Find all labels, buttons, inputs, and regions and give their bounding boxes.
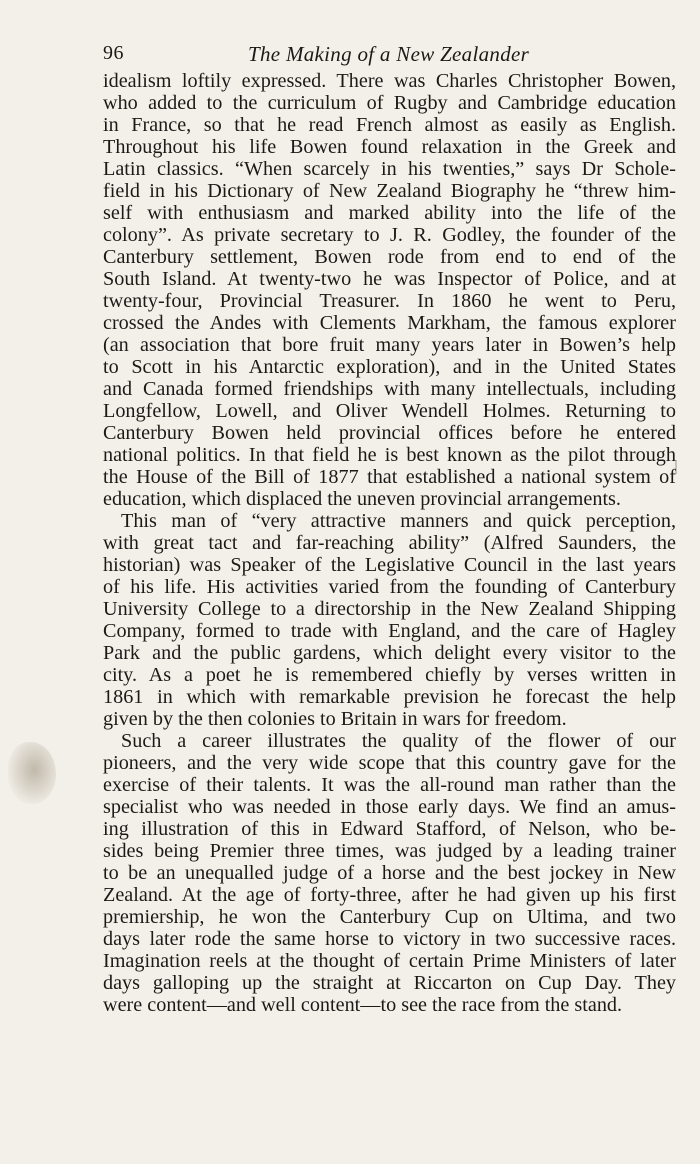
text-line: with great tact and far-reaching ability” (Alfred Saunders, the [103, 532, 676, 554]
text-line: Throughout his life Bowen found relaxation in the Greek and [103, 136, 676, 158]
text-line: University College to a directorship in the New Zealand Shipping [103, 598, 676, 620]
page-number: 96 [103, 42, 124, 64]
text-line: idealism loftily expressed. There was Charles Christopher Bowen, [103, 70, 676, 92]
running-head [103, 42, 676, 72]
body-text [103, 70, 676, 1016]
text-line: sides being Premier three times, was judged by a leading trainer [103, 840, 676, 862]
text-line: Imagination reels at the thought of certain Prime Ministers of later [103, 950, 676, 972]
text-line: who added to the curriculum of Rugby and Cambridge education [103, 92, 676, 114]
text-line: education, which displaced the uneven provincial arrangements. [103, 488, 621, 510]
text-line: in France, so that he read French almost as easily as English. [103, 114, 676, 136]
paragraph-start: This man of “very attractive manners and quick perception, [121, 510, 676, 532]
text-line: Longfellow, Lowell, and Oliver Wendell Holmes. Returning to [103, 400, 676, 422]
text-line: Canterbury Bowen held provincial offices before he entered [103, 422, 676, 444]
text-line: given by the then colonies to Britain in wars for freedom. [103, 708, 567, 730]
text-line: specialist who was needed in those early days. We find an amus- [103, 796, 676, 818]
text-line: of his life. His activities varied from the founding of Canterbury [103, 576, 676, 598]
text-line: 1861 in which with remarkable prevision he forecast the help [103, 686, 676, 708]
text-line: Company, formed to trade with England, and the care of Hagley [103, 620, 676, 642]
text-line: self with enthusiasm and marked ability into the life of the [103, 202, 676, 224]
text-line: Park and the public gardens, which delight every visitor to the [103, 642, 676, 664]
text-line: the House of the Bill of 1877 that established a national system of [103, 466, 676, 488]
text-line: pioneers, and the very wide scope that this country gave for the [103, 752, 676, 774]
text-line: historian) was Speaker of the Legislative Council in the last years [103, 554, 676, 576]
text-line: to be an unequalled judge of a horse and the best jockey in New [103, 862, 676, 884]
text-line: days later rode the same horse to victory in two successive races. [103, 928, 676, 950]
paragraph-start: Such a career illustrates the quality of the flower of our [121, 730, 676, 752]
text-line: and Canada formed friendships with many intellectuals, including [103, 378, 676, 400]
text-line: exercise of their talents. It was the all-round man rather than the [103, 774, 676, 796]
text-line: Canterbury settlement, Bowen rode from end to end of the [103, 246, 676, 268]
text-line: premiership, he won the Canterbury Cup on Ultima, and two [103, 906, 676, 928]
text-line: field in his Dictionary of New Zealand Biography he “threw him- [103, 180, 676, 202]
text-line: national politics. In that field he is best known as the pilot through [103, 444, 676, 466]
text-line: crossed the Andes with Clements Markham, the famous explorer [103, 312, 676, 334]
text-line: colony”. As private secretary to J. R. Godley, the founder of the [103, 224, 676, 246]
text-line: to Scott in his Antarctic exploration), and in the United States [103, 356, 676, 378]
text-line: days galloping up the straight at Riccarton on Cup Day. They [103, 972, 676, 994]
text-line: city. As a poet he is remembered chiefly by verses written in [103, 664, 676, 686]
text-line: Latin classics. “When scarcely in his twenties,” says Dr Schole- [103, 158, 676, 180]
paper-stain [8, 742, 56, 804]
text-line: South Island. At twenty-two he was Inspector of Police, and at [103, 268, 676, 290]
text-line: Zealand. At the age of forty-three, after he had given up his first [103, 884, 676, 906]
text-line: twenty-four, Provincial Treasurer. In 1860 he went to Peru, [103, 290, 676, 312]
text-line: were content—and well content—to see the race from the stand. [103, 994, 623, 1016]
text-line: (an association that bore fruit many years later in Bowen’s help [103, 334, 676, 356]
text-line: ing illustration of this in Edward Stafford, of Nelson, who be- [103, 818, 676, 840]
margin-mark [675, 460, 677, 474]
running-title: The Making of a New Zealander [248, 42, 530, 66]
